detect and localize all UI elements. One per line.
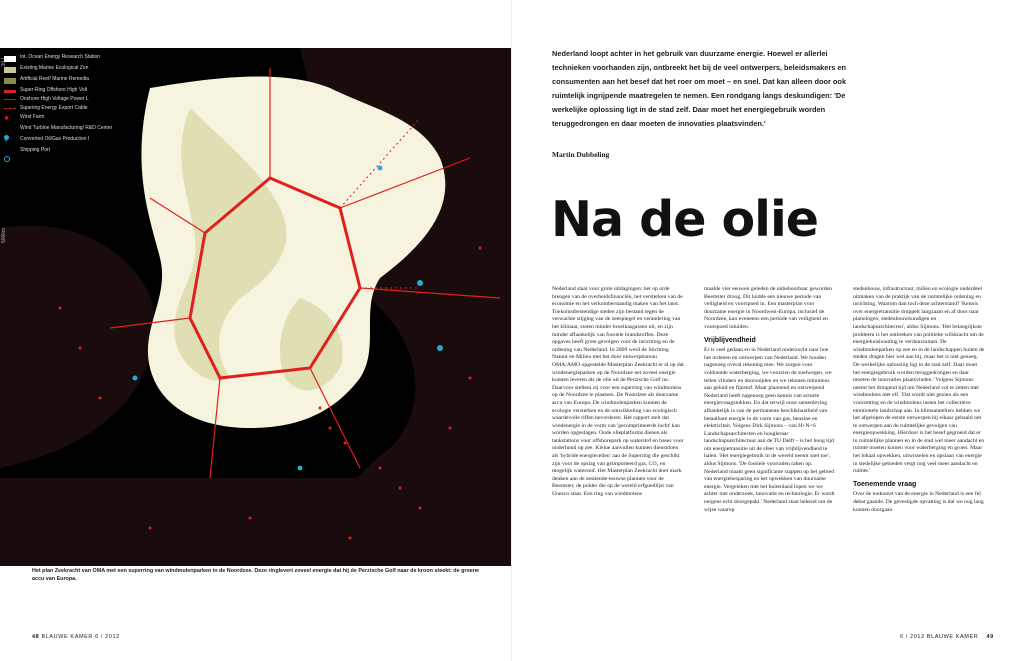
legend-label: Wind Turbine Manufacturing/ R&D Center [20,125,113,131]
folio-text: BLAUWE KAMER 6 / 2012 [41,634,120,640]
intro-text: Nederland loopt achter in het gebruik van duurzame energie. Hoewel er allerlei technieken voorhanden zijn, ontbreekt het bij de veel ontwerpers, beleidsmakers en consumenten aan het besef dat het roer om moet – en snel. Dat kan alleen door ook ruimtelijk ingrijpende maatregelen te nemen. Een rondgang langs deskundigen: 'De werkelijke oplossing ligt in de stad zelf. Daar moet het energiegebruik worden teruggedrongen en daar moeten de innovaties plaatsvinden.' [552,49,847,128]
section-heading: Toenemende vraag [853,480,917,488]
legend-label: Onshore High Voltage Power L [20,96,89,102]
folio-right [900,634,994,640]
gutter [511,0,512,661]
map-edge-ticks: 10 I [1,58,7,67]
legend-item [4,87,122,93]
body-column-2 [704,286,836,514]
map-scale-label: 500km [1,228,7,244]
north-sea-map [0,48,512,566]
folio-left [32,634,120,640]
page-number: 49 [986,634,994,640]
paragraph: Er is veel gedaan en in Nederland onderzocht naar hoe het ordenen en ontwerpen van Nederland. We houden nagenoeg overal rekening mee. We zorgen voor voldoende waterberging, we voorzien de snelwegen, we tellen vlinders en doorsnijden en we rekenen minutieus aan geluid en fijnstof. Maar plannend en ontwerpend Nederland heeft nagenoeg geen kennis van actuele energievraagstukken. En dat terwijl onze samenleving afhankelijk is van de permanente beschikbaarheid van betaalbare energie in de vorm van gas, benzine en elektriciteit. Volgens Dirk Sijmons – van H+N+S Landschapsarchitecten en hoogleraar landschapsarchitectuur aan de TU Delft – is het hoog tijd om energietransitie uit de sfeer van vrijblijvendheid te halen. 'Het energiegebruik in de wereld neemt snel toe', aldus Sijmons. 'De fossiele voorraden raken op. Nederland maakt geen significante stappen op het gebied van energiebesparing en het opwekken van duurzame energie. Vergeleken met het buitenland lopen we we achter met onderzoek, innovatie en technologie. Er wordt nergens echt doorgepakt.' Nederland staat bekend om de wijze waarop [704,347,835,513]
legend-item [4,54,122,62]
paragraph: maalde vier eeuwen geleden de onbehoorbaar geworden Beemster droog. Dit luidde een nieuwe periode van veiligheid en voorspoed in. Een masterplan voor duurzame energie in Noordwest-Europa, inclusief de Noordzee, kan eveneens een periode van veiligheid en voorspoed inluiden. [704,286,832,330]
page-number: 48 [32,634,40,640]
legend-item: + Converted Oil/Gas Production I [4,136,90,145]
map-legend [4,54,122,158]
legend-label: Existing Marine Ecological Zon [20,65,89,71]
figure-caption: Het plan Zeekracht van OMA met een superring van windmolenparken in de Noordzee. Deze ringlevert zoveel energie dat hij de Perzische Golf naar de kroon steekt: de groene accu van Europa. [32,568,480,582]
legend-item [4,76,122,84]
legend-label: Shipping Port [20,147,51,153]
paragraph: Nederland staat voor grote uitdagingen: het op orde brengen van de overheidsfinanciën, het versterken van de economie en het verkomberstandig maken van het land. Toekomstbestendige steden zijn bestand tegen de verwachte stijging van de zeespiegel en verandering van het klimaat, stoten minder broeikasgassen uit, en zijn minder afhankelijk van fossiele brandstoffen. Deze opgaves heeft grote gevolgen voor de inrichting en de ordening van Nederland. In 2009 werd de Stichting Natuur en Milieu met het door ontwerpbureau OMA/AMO opgestelde Masterplan Zeekracht er al op dat windenergieparken op de Noordzee net zoveel energie kunnen leveren als de olie uit de Perzische Golf nu. Daarvoor stelleni zij voor een superring van windmolens op de Noordzee te plaatsen. De Noordzee als duurzame accu van Europa. De windmolenparken kunnen de ecologie versterken en de ontwikkeling van ecologisch waardevolle riffen bevorderen. Het rapport stelt dat windenergie in de vorm van 'gecomprimeerde lucht' kan worden opgeslagen. Oude olieplatforms dienen als tankstations voor offshorepark op waterstof en bases voor onderhoud op zee. Kleine aanvullen kunnen dienstdoen als 'hybride energiecellen' aan de Superring die geschikt zijn voor de opslag van geïmporteerd gas, CO₂ en mogelijk waterstof. Het Masterplan Zeekracht doet mark denken aan de zestiende-eeuwse plannen voor de Beemster, de polder die op de wereld erfgoedlijst van Unesco staat. Een ring van windmolens [552,286,684,498]
byline: Martin Dubbeling [552,150,610,159]
legend-item [4,147,122,155]
folio-text: 6 / 2012 BLAUWE KAMER [900,634,979,640]
legend-label: Supering Energy Export Cable [20,105,88,111]
legend-item [4,65,122,73]
body-column-1 [552,286,684,499]
section-heading: Vrijblijvendheid [704,336,756,344]
legend-label: Super-Ring Offshore High Volt [20,87,88,93]
legend-item: ✱ Wind Farm [4,114,45,122]
legend-item [4,125,122,133]
legend-label: Wind Farm [20,114,45,120]
legend-item [4,105,122,111]
paragraph: stedenbouw, infrastructuur, milieu en ecologie onderdeel uitmaken van de praktijk van de ruimtelijke ordening en inrichting. Waarom dan toch deze achterstand? 'Kennis over energietransitie druppelt langzaam en af door naar planologen, stedenbouwkundigen en landschapsarchitecten', aldus Sijmons. 'Het belangrijkste probleem is het ontbreken van politieke wilskracht om de energiehuishouding te verduurzamen. De windmolenparken op zee en in de landschappen buiten de steden dragen hier wel aan bij, maar het is niet genoeg. De werkelijke oplossing ligt in de stad zelf. Daar moet het energiegebruik worden teruggedrongen en daar moeten de innovaties plaatsvinden.' Volgens Sijmons neemt het dringend tijd om Nederland vol te zetten met windmolens met elf. 'Dat wordt niet gezien als een voorzetting en de windmolens tasten het collectieve emotionele landschap aan. In klimaatateliers hebben we het afgelopen de eerste ontwerpen bij elkaar gehaald om te ontwerpen aan de ruimtelijke gevolgen van energieopwekking. Hierdoor is het besef gegroeid dat er in ruimtelijke plannen en in de stad wel meer aandacht en ruimte moeten komen voor waterberging en groen. Maar het lokaal opwekken, uitwisselen en opslaan van energie in stedelijke gebieden vergt nog veel meer aandacht en ruimte.' [853,286,985,475]
legend-label: Artificial Reef/ Marine Remedia [20,76,89,82]
legend-label: Converted Oil/Gas Production I [20,136,90,142]
legend-item [4,96,122,102]
article-title: Na de olie [551,191,818,248]
legend-label: Int. Ocean Energy Research Station [20,54,101,60]
body-column-3 [853,286,985,514]
paragraph: Over de toekomst van de energie in Nederland is een fel debat gaande. De gevestigde opvatting is dat we nog lang kunnen doorgaan [853,491,984,513]
